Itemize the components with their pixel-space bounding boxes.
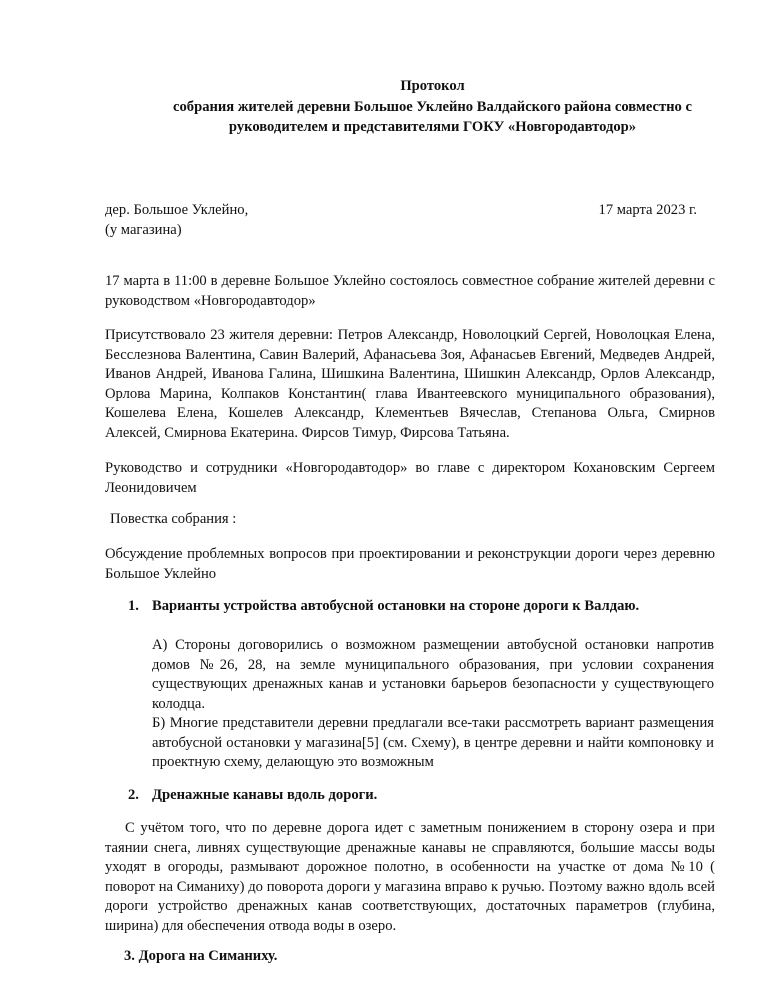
agenda-item-2-number: 2. — [128, 787, 139, 803]
title-protocol: Протокол — [400, 78, 465, 94]
agenda-item-3-heading — [124, 947, 277, 967]
management-paragraph: Руководство и сотрудники «Новгородавтодор» во главе с директором Кохановским Сергеем Леонидовичем — [105, 460, 715, 496]
agenda-item-3-number: 3. — [124, 948, 135, 964]
agenda-item-1-option-b: Б) Многие представители деревни предлагали все-таки рассмотреть вариант размещения автобусной остановки у магазина[5] (см. Схему), в центре деревни и найти компоновку и проектную схему, делающую это возможным — [152, 715, 714, 771]
meeting-sublocation: (у магазина) — [105, 221, 182, 238]
agenda-item-2-title: Дренажные канавы вдоль дороги. — [152, 787, 378, 803]
agenda-item-3-title: Дорога на Симаниху. — [138, 948, 278, 964]
document-title — [100, 76, 765, 138]
agenda-item-1-option-a: А) Стороны договорились о возможном размещении автобусной остановки напротив домов №26, 28, на земле муниципального образования, при условии сохранения существующих дренажных канав и установки барьеров безопасности у существующего колодца. — [152, 637, 714, 712]
intro-paragraph: 17 марта в 11:00 в деревне Большое Уклейно состоялось совместное собрание жителей деревни с руководством «Новгородавтодор» — [105, 273, 715, 309]
agenda-paragraph: Обсуждение проблемных вопросов при проектировании и реконструкции дороги через деревню Большое Уклейно — [105, 546, 715, 582]
title-subtitle-line1: собрания жителей деревни Большое Уклейно Валдайского района совместно с — [173, 98, 692, 115]
attendees-paragraph: Присутствовало 23 жителя деревни: Петров Александр, Новолоцкий Сергей, Новолоцкая Елена, Бесслезнова Валентина, Савин Валерий, Афанасьева Зоя, Афанасьев Евгений, Медведев Андрей, Иванов Андрей, Иванова Галина, Шишкина Валентина, Шишкин Александр, Орлов Александр, Орлова Марина, Колпаков Константин( глава Ивантеевского муниципального образования), Кошелева Елена, Кошелев Александр, Клементьев Вячеслав, Степанова Ольга, Смирнов Алексей, Смирнова Екатерина. Фирсов Тимур, Фирсова Татьяна. — [105, 327, 715, 441]
meeting-location: дер. Большое Уклейно, — [105, 202, 249, 218]
agenda-item-2-text: С учётом того, что по деревне дорога идет с заметным понижением в сторону озера и при таянии снега, ливнях существующие дренажные канавы не справляются, большие массы воды уходят в огороды, размывают дорожное полотно, в особенности на участке от дома №10 ( поворот на Симаниху) до поворота дороги у магазина вправо к ручью. Поэтому важно вдоль всей дороги устройство дренажных канав соответствующих, достаточных параметров (глубина, ширина) для обеспечения отвода воды в озеро. — [105, 820, 715, 934]
agenda-item-2-heading — [128, 786, 377, 806]
meeting-date: 17 марта 2023 г. — [598, 202, 697, 218]
agenda-label: Повестка собрания : — [110, 511, 237, 527]
title-subtitle-line2: руководителем и представителями ГОКУ «Новгородавтодор» — [228, 119, 637, 135]
agenda-item-1-number: 1. — [128, 598, 139, 614]
place-date-block — [105, 201, 697, 240]
agenda-item-1-heading — [128, 597, 639, 617]
agenda-item-1-title: Варианты устройства автобусной остановки на стороне дороги к Валдаю. — [152, 598, 640, 614]
